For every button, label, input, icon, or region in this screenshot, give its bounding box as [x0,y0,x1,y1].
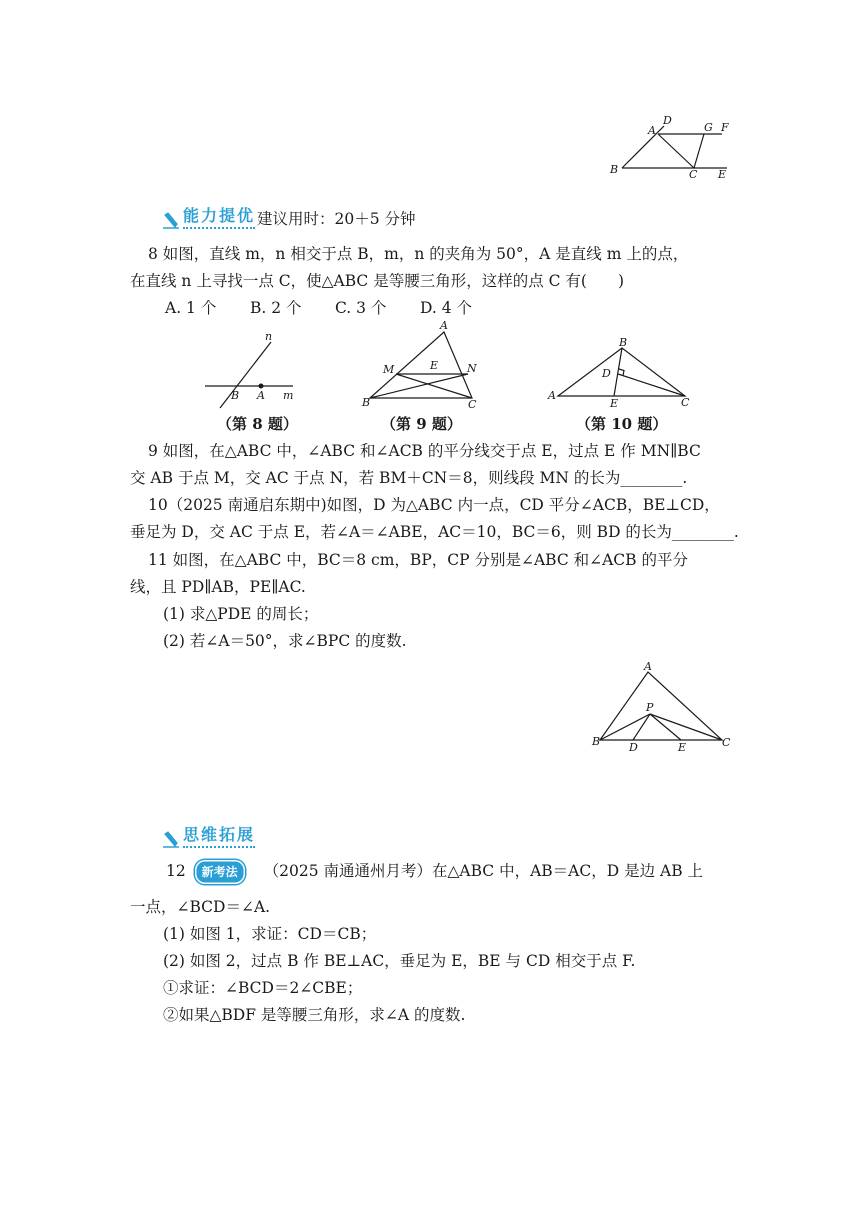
fig9-label-e: E [430,359,439,372]
fig8-label-n: n [265,330,273,343]
top-figure [600,110,740,185]
fig-top-label-b: B [610,163,619,176]
q8-line2: 在直线 n 上寻找一点 C，使△ABC 是等腰三角形，这样的点 C 有( ) [130,272,625,290]
pencil-icon [162,830,180,848]
figure-q11 [590,660,735,760]
fig-top-label-d: D [663,114,672,127]
fig10-label-d: D [602,367,611,380]
figure-q9 [360,318,485,410]
fig11-label-c: C [722,736,731,749]
caption-q8: （第 8 题） [217,415,298,433]
fig9-label-n: N [467,362,477,375]
fig11-label-b: B [592,735,601,748]
q11-line2: 线，且 PD∥AB，PE∥AC. [130,578,306,596]
fig8-label-b: B [231,389,240,402]
fig-top-label-e: E [718,168,727,181]
section-heading-thinking [162,822,255,848]
q8-option-d: D. 4 个 [420,299,473,317]
figure-q10 [540,336,695,410]
q8-option-a: A. 1 个 [165,299,217,317]
pencil-icon [162,211,180,229]
fig8-label-a: A [257,389,265,402]
section-title: 能力提优 [183,203,255,229]
fig11-label-e: E [678,741,687,754]
fig-top-label-a: A [648,124,656,137]
suggested-time: 建议用时：20＋5 分钟 [257,210,416,228]
q12-sub4: ②如果△BDF 是等腰三角形，求∠A 的度数. [163,1006,466,1024]
caption-q10: （第 10 题） [576,415,668,433]
fig10-label-b: B [619,336,628,349]
section-title: 思维拓展 [183,822,255,848]
section-heading-ability [162,203,416,229]
fig-top-label-c: C [689,168,698,181]
q11-sub1: (1) 求△PDE 的周长； [163,605,319,623]
q8-option-b: B. 2 个 [250,299,302,317]
fig-top-label-g: G [704,121,713,134]
q12-sub2: (2) 如图 2，过点 B 作 BE⊥AC，垂足为 E，BE 与 CD 相交于点 F. [163,952,636,970]
fig11-label-a: A [644,660,652,673]
point-a [259,384,264,389]
q12-line2: 一点，∠BCD＝∠A. [130,898,271,916]
q12-number: 12 [166,862,186,880]
fig8-label-m: m [283,389,294,402]
q8-option-c: C. 3 个 [335,299,387,317]
fig10-label-a: A [548,389,556,402]
q9-line1: 9 如图，在△ABC 中，∠ABC 和∠ACB 的平分线交于点 E，过点 E 作 MN∥BC [148,442,701,460]
q12-line1 [166,860,703,884]
fig9-label-c: C [468,398,477,410]
q10-line2: 垂足为 D，交 AC 于点 E，若∠A＝∠ABE，AC＝10，BC＝6，则 BD 的长为________. [130,523,739,541]
q11-line1: 11 如图，在△ABC 中，BC＝8 cm，BP，CP 分别是∠ABC 和∠ACB 的平分 [148,551,688,569]
fig10-label-c: C [681,396,690,409]
new-method-badge: 新考法 [195,860,245,884]
caption-q9: （第 9 题） [381,415,462,433]
q12-text1: （2025 南通通州月考）在△ABC 中，AB＝AC，D 是边 AB 上 [263,862,704,880]
q9-line2: 交 AB 于点 M，交 AC 于点 N，若 BM＋CN＝8，则线段 MN 的长为________. [130,469,688,487]
fig-top-label-f: F [721,121,729,134]
q12-sub1: (1) 如图 1，求证：CD＝CB； [163,925,377,943]
q12-sub3: ①求证：∠BCD＝2∠CBE； [163,979,363,997]
q10-line1: 10（2025 南通启东期中)如图，D 为△ABC 内一点，CD 平分∠ACB，BE⊥CD， [148,496,720,514]
q8-line1: 8 如图，直线 m，n 相交于点 B，m，n 的夹角为 50°，A 是直线 m 上的点， [148,245,689,263]
figure-q8 [195,328,310,410]
fig9-label-a: A [440,319,448,332]
fig11-label-d: D [629,741,638,754]
fig9-label-m: M [383,363,395,376]
fig11-label-p: P [646,701,654,714]
q11-sub2: (2) 若∠A＝50°，求∠BPC 的度数. [163,632,407,650]
fig9-label-b: B [362,396,371,409]
fig10-label-e: E [610,397,619,410]
